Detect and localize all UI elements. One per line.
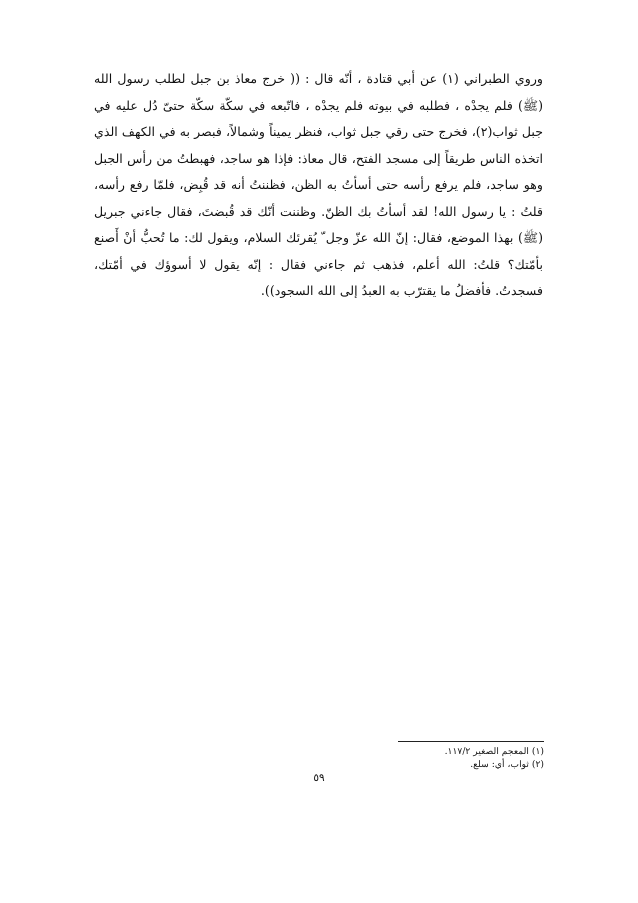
footnotes-block [300,745,544,771]
footnote-2: (٢) ثواب، أي: سلع. [470,759,544,770]
main-text-block [94,66,543,305]
page-number: ٥٩ [313,772,325,784]
footnote-separator [398,741,544,742]
body-paragraph: وروي الطبراني (١) عن أبي قتادة ، أنّه قال : (( خرج معاذ بن جبل لطلب رسول الله (ﷺ) فلم يجدْه ، فطلبه في بيوته فلم يجدْه ، فاتّبعه في سكّة سكّة حتىّ دُل عليه في جبل ثواب(٢)، فخرج حتى رقي جبل ثواب، فنظر يميناً وشمالاً، فبصر به في الكهف الذي اتخذه الناس طريقاً إلى مسجد الفتح، قال معاذ: فإذا هو ساجد، فهبطتُ من رأس الجبل وهو ساجد، فلم يرفع رأسه حتى أسأتُ به الظن، فظننتُ أنه قد قُبِض، فلمّا رفع رأسه، قلتُ : يا رسول الله! لقد أسأتُ بك الظنّ. وظننت أنّك قد قُبضتَ، فقال جاءني جبريل (ﷺ) بهذا الموضع، فقال: إنّ الله عزّ وجل ّ يُقرئك السلام، ويقول لك: ما تُحبُّ أنْ أَصنع بأمّتك؟ قلتُ: الله أعلم، فذهب ثم جاءني فقال : إنّه يقول لا أسوؤك في أمّتك، فسجدتُ. فأفضلُ ما يقترّب به العبدُ إلى الله السجود)). [94,71,543,298]
footnote-1: (١) المعجم الصغير ١١٧/٢. [444,746,544,757]
